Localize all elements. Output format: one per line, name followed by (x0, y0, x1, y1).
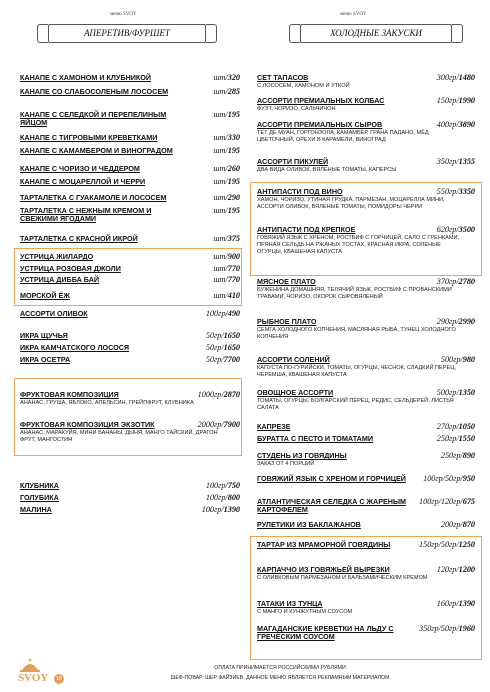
menu-item-name: КАНАПЕ С ЧОРИЗО И ЧЕДДЕРОМ (20, 164, 140, 173)
menu-item-price (213, 292, 240, 300)
menu-item (257, 97, 475, 105)
footer-chef-note: ШЕФ-ПОВАР: ШЕР ФАЙЗИЕВ. ДАННОЕ МЕНЮ ЯВЛЯЕТСЯ РЕКЛАМНЫМ МАТЕРИАЛОМ (170, 675, 390, 681)
price-value: 1350 (458, 388, 475, 397)
menu-item-price (206, 310, 240, 318)
menu-item (20, 165, 240, 173)
menu-item-name: РЫБНОЕ ПЛАТО (257, 317, 317, 326)
price-value: 375 (227, 234, 240, 243)
menu-item-name: КАНАПЕ С МОЦАРЕЛЛОЙ И ЧЕРРИ (20, 177, 146, 186)
price-value: 800 (227, 493, 240, 502)
menu-item-price (198, 421, 240, 429)
price-value: 2870 (223, 390, 240, 399)
price-unit: 150гр/ (436, 96, 459, 105)
menu-item-price (213, 134, 240, 142)
price-unit: 550гр/ (436, 187, 459, 196)
menu-item-price (437, 278, 475, 286)
price-unit: шт/ (213, 264, 228, 273)
price-unit: шт/ (213, 87, 228, 96)
section-banner-aperitif: АПЕРЕТИВ/ФУРШЕТ (48, 24, 206, 43)
menu-item-price (213, 178, 240, 186)
price-unit: 1000гр/ (197, 390, 224, 399)
price-value: 1200 (458, 565, 475, 574)
menu-item-price (206, 482, 240, 490)
menu-item (20, 482, 240, 490)
menu-item-name: КАНАПЕ С ТИГРОВЫМИ КРЕВЕТКАМИ (20, 133, 158, 142)
price-value: 770 (227, 264, 240, 273)
menu-item (257, 74, 475, 82)
price-value: 7700 (223, 355, 240, 364)
price-unit: 300гр/ (436, 73, 459, 82)
menu-item-price (213, 276, 240, 284)
price-unit: 500гр/ (436, 388, 459, 397)
menu-item (20, 506, 240, 514)
menu-item-price (213, 147, 240, 155)
price-value: 870 (462, 520, 475, 529)
menu-item (20, 276, 240, 284)
price-value: 1550 (458, 434, 475, 443)
menu-item-price (423, 475, 475, 483)
menu-item (257, 566, 475, 574)
menu-item-price (206, 344, 240, 352)
menu-item-price (202, 506, 240, 514)
price-value: 1355 (458, 157, 475, 166)
menu-item-name: АССОРТИ ПРЕМИАЛЬНЫХ СЫРОВ (257, 120, 383, 129)
price-unit: 50гр/ (205, 355, 224, 364)
price-value: 1390 (223, 505, 240, 514)
menu-item-price (213, 253, 240, 261)
menu-item (257, 600, 475, 608)
menu-item (20, 391, 240, 399)
menu-item-name: МАЛИНА (20, 505, 52, 514)
price-unit: 160гр/ (436, 599, 459, 608)
menu-item (20, 332, 240, 340)
menu-item (257, 188, 475, 196)
price-unit: 370гр/ (436, 277, 459, 286)
menu-item-price (437, 226, 475, 234)
menu-item (257, 625, 475, 641)
menu-item-name: УСТРИЦА ЖИЛАРДО (20, 252, 94, 261)
price-unit: 620гр/ (436, 225, 459, 234)
price-value: 2990 (458, 317, 475, 326)
price-value: 1480 (458, 73, 475, 82)
menu-item-name: КАРПАЧЧО ИЗ ГОВЯЖЬЕЙ ВЫРЕЗКИ (257, 565, 390, 574)
price-unit: шт/ (213, 146, 228, 155)
price-value: 260 (227, 164, 240, 173)
price-unit: 250гр/ (440, 451, 463, 460)
price-unit: шт/ (213, 252, 228, 261)
price-unit: шт/ (213, 234, 228, 243)
logo-text: SVOY (18, 672, 49, 684)
menu-item-description: ГОВЯЖИЙ ЯЗЫК С ХРЕНОМ, РОСТБИФ С ГОРЧИЦЕЙ, САЛО С ГРЕНКАМИ, ПРЯНАЯ СЕЛЬДЬ НА РЖАНЫХ ТОСТАХ, КРАСНАЯ ИКРА, СОЛЕНЫЕ ОГУРЦЫ, КВАШЕНАЯ КАПУСТА (257, 235, 460, 255)
price-value: 330 (227, 133, 240, 142)
price-value: 675 (462, 497, 475, 506)
menu-item-price (213, 88, 240, 96)
menu-item-name: ТАРТАР ИЗ МРАМОРНОЙ ГОВЯДИНЫ (257, 540, 391, 549)
menu-item-name: ФРУКТОВАЯ КОМПОЗИЦИЯ (20, 390, 119, 399)
price-unit: 100гр/ (205, 493, 228, 502)
footer-payment-note: ОПЛАТА ПРИНИМАЕТСЯ РОССИЙСКИМИ РУБЛЯМИ (214, 665, 346, 671)
menu-item-description: КАПУСТА ПО-ГУРИЙСКИ, ТОМАТЫ, ОГУРЦЫ, ЧЕСНОК, СЛАДКИЙ ПЕРЕЦ, ЧЕРЕМША, КВАШЕНАЯ КАПУСТА (257, 365, 456, 378)
price-unit: 250гр/ (436, 434, 459, 443)
menu-item-price (437, 74, 475, 82)
price-unit: 290гр/ (436, 317, 459, 326)
menu-item-price (213, 235, 240, 243)
menu-item-name: КАПРЕЗЕ (257, 422, 291, 431)
menu-item-description: ХАМОН, ЧОРИЗО, УТИНАЯ ГРУДКА, ПАРМЕЗАН, МОЦАРЕЛЛА МИНИ, АССОРТИ ОЛИВОК, ВЯЛЕНЫЕ ТОМАТЫ, ПОМИДОРЫ ЧЕРРИ (257, 197, 445, 210)
menu-item-name: ГОЛУБИКА (20, 493, 59, 502)
menu-item (257, 435, 475, 443)
menu-item (20, 88, 240, 96)
price-value: 2780 (458, 277, 475, 286)
menu-item-price (437, 158, 475, 166)
menu-item (20, 494, 240, 502)
price-unit: шт/ (213, 73, 228, 82)
menu-item-name: ОВОЩНОЕ АССОРТИ (257, 388, 334, 397)
menu-item-description: ФУЭТ, ЧОРИЗО, САЛЬЧИЧОН (257, 106, 336, 112)
menu-item (20, 253, 240, 261)
menu-item-price (206, 356, 240, 364)
menu-item-name: КАНАПЕ С КАМАМБЕРОМ И ВИНОГРАДОМ (20, 146, 173, 155)
menu-item-price (419, 498, 475, 506)
menu-item-name: ИКРА ОСЕТРА (20, 355, 71, 364)
highlight-box-premium (250, 536, 482, 660)
menu-item-description: ДВА ВИДА ОЛИВОК, ВЯЛЕНЫЕ ТОМАТЫ, КАПЕРСЫ (257, 167, 397, 173)
menu-item (20, 111, 240, 127)
menu-item-description: С ОЛИВКОВЫМ ПАРМЕЗАНОМ И БАЛЬЗАМИЧЕСКИМ КРЕМОМ (257, 575, 428, 581)
menu-item (257, 278, 475, 286)
menu-item (257, 475, 475, 483)
menu-item-price (437, 435, 475, 443)
menu-item-price (213, 74, 240, 82)
price-value: 980 (462, 355, 475, 364)
price-unit: 150гр/50гр/ (419, 540, 459, 549)
price-value: 3350 (458, 187, 475, 196)
menu-item-name: ТАРТАЛЕТКА С КРАСНОЙ ИКРОЙ (20, 234, 138, 243)
price-value: 750 (227, 481, 240, 490)
menu-item-name: ИКРА КАМЧАТСКОГО ЛОСОСЯ (20, 343, 130, 352)
price-unit: 400гр/ (436, 120, 459, 129)
menu-item-name: ТАРТАЛЕТКА С ГУАКАМОЛЕ И ЛОСОСЕМ (20, 193, 167, 202)
price-unit: 350гр/ (436, 157, 459, 166)
menu-item-name: СТУДЕНЬ ИЗ ГОВЯДИНЫ (257, 451, 347, 460)
price-value: 1990 (458, 96, 475, 105)
age-badge: 18 (54, 674, 64, 684)
menu-item-price (198, 391, 240, 399)
menu-item-price (441, 521, 475, 529)
price-unit: шт/ (213, 164, 228, 173)
menu-item (20, 178, 240, 186)
menu-item-price (213, 111, 240, 119)
price-unit: шт/ (213, 133, 228, 142)
menu-item-name: АТЛАНТИЧЕСКАЯ СЕЛЕДКА С ЖАРЕНЫМ КАРТОФЕЛЕМ (257, 497, 406, 514)
price-unit: 50гр/ (205, 343, 224, 352)
menu-item (20, 194, 240, 202)
menu-item (20, 421, 240, 429)
menu-item (20, 344, 240, 352)
menu-item-name: КАНАПЕ С ХАМОНОМ И КЛУБНИКОЙ (20, 73, 152, 82)
menu-item-name: ТАТАКИ ИЗ ТУНЦА (257, 599, 323, 608)
price-value: 1960 (458, 624, 475, 633)
price-value: 3890 (458, 120, 475, 129)
menu-item-price (437, 318, 475, 326)
menu-item (257, 452, 475, 460)
menu-item (20, 310, 240, 318)
price-unit: шт/ (213, 206, 228, 215)
menu-item-name: КЛУБНИКА (20, 481, 60, 490)
menu-item-description: АНАНАС, ГРУША, ЯБЛОКО, АПЕЛЬСИН, ГРЕЙПФРУТ, КЛУБНИКА (20, 400, 194, 406)
menu-item-name: ФРУКТОВАЯ КОМПОЗИЦИЯ ЭКЗОТИК (20, 420, 155, 429)
price-value: 490 (227, 309, 240, 318)
price-value: 290 (227, 193, 240, 202)
section-banner-cold-starters: ХОЛОДНЫЕ ЗАКУСКИ (300, 24, 452, 43)
menu-item-description: ТЕТ ДЕ МУАН, ГОРГОНЗОЛА, КАМАМБЕР, ГРАНА ПАДАНО, МЁД ЦВЕТОЧНЫЙ, ОРЕХИ В КАРАМЕЛИ, ВИНОГРАД (257, 130, 429, 143)
price-unit: шт/ (213, 291, 228, 300)
price-value: 1390 (458, 599, 475, 608)
menu-item-price (213, 207, 240, 215)
menu-item-price (206, 494, 240, 502)
price-value: 770 (227, 275, 240, 284)
menu-item-price (441, 452, 475, 460)
menu-item-name: КАНАПЕ СО СЛАБОСОЛЕНЫМ ЛОСОСЕМ (20, 87, 169, 96)
price-value: 195 (227, 177, 240, 186)
menu-item-description: С МАНГО И КУНЖУТНЫМ СОУСОМ (257, 609, 353, 615)
menu-item (20, 74, 240, 82)
menu-item-price (206, 332, 240, 340)
menu-item-price (419, 625, 475, 633)
menu-item-name: АССОРТИ СОЛЕНИЙ (257, 355, 330, 364)
price-unit: 2000гр/ (197, 420, 224, 429)
menu-label-right: меню SVOY (340, 12, 367, 17)
menu-item (257, 318, 475, 326)
svoy-logo (12, 656, 72, 686)
menu-item (257, 521, 475, 529)
price-unit: 270гр/ (436, 422, 459, 431)
menu-item-name: АССОРТИ ОЛИВОК (20, 309, 88, 318)
menu-item (20, 207, 240, 223)
menu-item-name: РУЛЕТИКИ ИЗ БАКЛАЖАНОВ (257, 520, 361, 529)
menu-item-price (213, 194, 240, 202)
price-value: 320 (227, 73, 240, 82)
price-unit: шт/ (213, 193, 228, 202)
price-unit: 100гр/120гр/ (419, 497, 463, 506)
price-unit: 100гр/50гр/ (423, 474, 463, 483)
menu-item-name: АССОРТИ ПРЕМИАЛЬНЫХ КОЛБАС (257, 96, 385, 105)
menu-item-description: БУЖЕНИНА ДОМАШНЯЯ, ТЕЛЯЧИЙ ЯЗЫК, РОСТБИФ С ПРОВАНСКИМИ ТРАВАМИ, ЧОРИЗО, ОКОРОК СЫРОВЯЛЕНЫЙ (257, 287, 452, 300)
menu-item-name: МОРСКОЙ ЁЖ (20, 291, 70, 300)
menu-item (257, 356, 475, 364)
price-unit: шт/ (213, 275, 228, 284)
menu-item-name: УСТРИЦА ДИББА БАЙ (20, 275, 100, 284)
price-unit: 100гр/ (205, 309, 228, 318)
menu-item-price (437, 97, 475, 105)
menu-item-description: СЕМГА ХОЛОДНОГО КОПЧЕНИЯ, МАСЛЯНАЯ РЫБА, ТУНЕЦ ХОЛОДНОГО КОПЧЕНИЯ (257, 327, 456, 340)
menu-item (20, 356, 240, 364)
price-value: 950 (462, 474, 475, 483)
menu-item (257, 226, 475, 234)
menu-item-description: ЗАКАЗ ОТ 4 ПОРЦИЙ (257, 461, 315, 467)
menu-item (20, 235, 240, 243)
menu-item (257, 389, 475, 397)
price-unit: шт/ (213, 177, 228, 186)
menu-item (20, 292, 240, 300)
price-unit: 500гр/ (440, 355, 463, 364)
price-value: 890 (462, 451, 475, 460)
menu-item-description: АНАНАС, МАРАКУЙЯ, МИНИ БАНАНЫ, ДЫНЯ, МАНГО ТАЙСКИЙ, ДРАГОН ФРУТ, МАНГОСТИН (20, 430, 218, 443)
menu-item-price (437, 121, 475, 129)
menu-item-name: ТАРТАЛЕТКА С НЕЖНЫМ КРЕМОМ И СВЕЖИМИ ЯГОДАМИ (20, 206, 152, 223)
price-value: 285 (227, 87, 240, 96)
menu-item-description: С ЛОСОСЕМ, ХАМОНОМ И УТКОЙ (257, 83, 350, 89)
menu-item-description: ТОМАТЫ, ОГУРЦЫ, БОЛГАРСКИЙ ПЕРЕЦ, РЕДИС, СЕЛЬДЕРЕЙ, ЛИСТЬЯ САЛАТА (257, 398, 454, 411)
menu-item-name: ГОВЯЖИЙ ЯЗЫК С ХРЕНОМ И ГОРЧИЦЕЙ (257, 474, 406, 483)
price-unit: 200гр/ (440, 520, 463, 529)
menu-item-price (437, 188, 475, 196)
menu-item-price (213, 165, 240, 173)
menu-item-name: АССОРТИ ПИКУЛЕЙ (257, 157, 329, 166)
price-value: 3500 (458, 225, 475, 234)
menu-item-price (437, 600, 475, 608)
menu-item-name: АНТИПАСТИ ПОД ВИНО (257, 187, 343, 196)
menu-item-price (437, 423, 475, 431)
price-unit: шт/ (213, 110, 228, 119)
menu-item-name: МАГАДАНСКИЕ КРЕВЕТКИ НА ЛЬДУ С ГРЕЧЕСКИМ СОУСОМ (257, 624, 394, 641)
price-unit: 100гр/ (201, 505, 224, 514)
menu-item (257, 498, 475, 514)
menu-item-name: СЕТ ТАПАСОВ (257, 73, 309, 82)
menu-item (257, 158, 475, 166)
price-value: 195 (227, 110, 240, 119)
menu-item (20, 134, 240, 142)
price-value: 195 (227, 146, 240, 155)
price-value: 1650 (223, 343, 240, 352)
price-value: 1250 (458, 540, 475, 549)
menu-item-name: КАНАПЕ С СЕЛЕДКОЙ И ПЕРЕПЕЛИНЫМ ЯЙЦОМ (20, 110, 167, 127)
menu-item-price (441, 356, 475, 364)
menu-item (257, 121, 475, 129)
price-unit: 350гр/50гр/ (419, 624, 459, 633)
price-value: 410 (227, 291, 240, 300)
price-value: 1050 (458, 422, 475, 431)
price-unit: 100гр/ (205, 481, 228, 490)
price-value: 7900 (223, 420, 240, 429)
price-unit: 120гр/ (436, 565, 459, 574)
menu-label-left: меню SVOY (110, 12, 137, 17)
menu-item-name: АНТИПАСТИ ПОД КРЕПКОЕ (257, 225, 356, 234)
menu-item-name: МЯСНОЕ ПЛАТО (257, 277, 316, 286)
price-value: 195 (227, 206, 240, 215)
menu-item-name: ИКРА ЩУЧЬЯ (20, 331, 68, 340)
menu-item-name: УСТРИЦА РОЗОВАЯ ДЖОЛИ (20, 264, 121, 273)
price-unit: 50гр/ (205, 331, 224, 340)
menu-item (20, 265, 240, 273)
price-value: 900 (227, 252, 240, 261)
menu-item-price (419, 541, 475, 549)
menu-item (257, 423, 475, 431)
menu-item (257, 541, 475, 549)
price-value: 1650 (223, 331, 240, 340)
menu-item-price (437, 566, 475, 574)
menu-item (20, 147, 240, 155)
menu-item-name: БУРАТТА С ПЕСТО И ТОМАТАМИ (257, 434, 373, 443)
menu-item-price (213, 265, 240, 273)
menu-item-price (437, 389, 475, 397)
